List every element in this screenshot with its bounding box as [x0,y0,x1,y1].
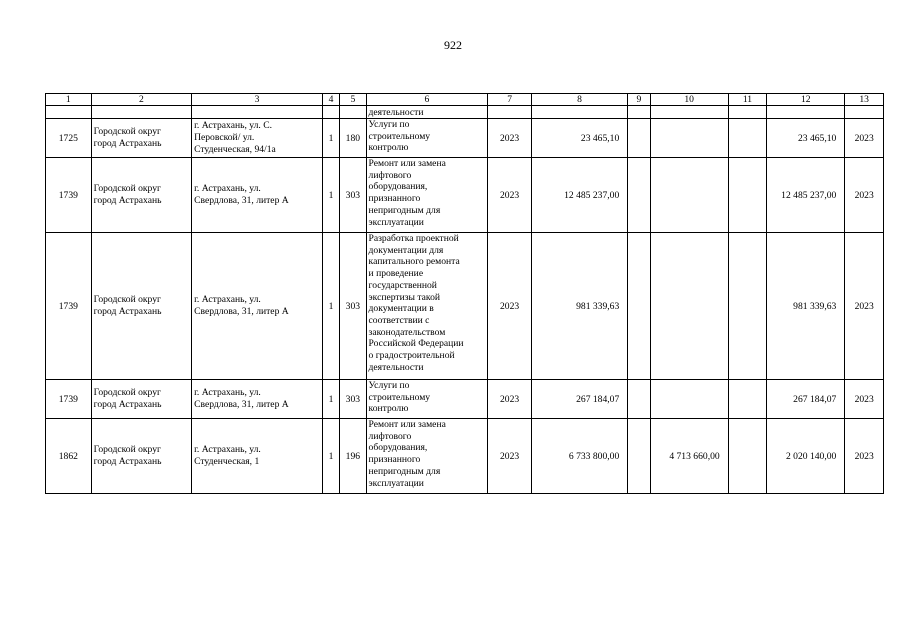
column-12-value: 267 184,07 [767,380,845,419]
work-type-line: деятельности [368,361,424,373]
building-address-line: г. Астрахань, ул. [194,294,261,306]
column-number: 12 [767,94,845,106]
column-9-value [628,380,650,419]
column-13-value: 2023 [845,158,884,233]
building-address-line: Свердлова, 31, литер А [194,306,289,317]
column-4-value: 1 [322,233,339,380]
register-number: 1739 [46,380,92,419]
page-number: 922 [444,38,462,52]
work-year: 2023 [488,233,532,380]
work-type-continuation: деятельности [366,106,488,119]
table-row [46,119,884,158]
column-4-value: 1 [322,158,339,233]
work-type-line: Ремонт или замена [368,158,446,169]
work-type-line: законодательством [368,326,446,338]
work-type-line: эксплуатации [368,477,424,489]
work-type-line: контролю [368,142,409,154]
municipality-name-line: Городской округ [93,387,161,399]
work-type-line: лифтового [368,169,412,181]
column-12-value: 2 020 140,00 [767,419,845,494]
building-address [192,233,323,380]
register-number: 1862 [46,419,92,494]
column-4-value: 1 [322,419,339,494]
column-10-value: 4 713 660,00 [650,419,728,494]
building-address [192,119,323,158]
column-4-value: 1 [322,119,339,158]
municipality-name [91,119,191,158]
municipality-name-line: город Астрахань [93,138,162,149]
work-type-line: строительному [368,130,431,142]
column-number: 5 [340,94,366,106]
work-type [366,233,488,380]
column-9-value [628,233,650,380]
table-row [46,233,884,380]
column-5-value: 303 [340,158,366,233]
register-number: 1725 [46,119,92,158]
column-13-value: 2023 [845,119,884,158]
column-13-value: 2023 [845,419,884,494]
work-type-line: оборудования, [368,181,428,193]
municipality-name [91,233,191,380]
column-number: 13 [845,94,884,106]
building-address-line: Свердлова, 31, литер А [194,195,289,206]
building-address [192,380,323,419]
work-type [366,158,488,233]
building-address-line: Студенческая, 1 [194,456,260,467]
total-cost: 981 339,63 [531,233,627,380]
column-5-value: 196 [340,419,366,494]
work-type-line: непригодным для [368,204,441,216]
continuation-row [46,106,884,119]
column-10-value [650,233,728,380]
work-type-line: о градостроительной [368,350,455,362]
column-12-value: 981 339,63 [767,233,845,380]
column-number: 1 [46,94,92,106]
municipality-name-line: Городской округ [93,126,161,138]
register-number: 1739 [46,233,92,380]
column-5-value: 303 [340,233,366,380]
municipality-name-line: город Астрахань [93,306,162,317]
column-number: 7 [488,94,532,106]
municipality-name [91,380,191,419]
column-9-value [628,419,650,494]
work-type-line: признанного [368,193,421,205]
capital-repair-table [45,93,884,494]
municipality-name-line: город Астрахань [93,195,162,206]
column-10-value [650,158,728,233]
work-type-line: и проведение [368,268,424,280]
column-number: 9 [628,94,650,106]
building-address [192,158,323,233]
work-year: 2023 [488,380,532,419]
column-13-value: 2023 [845,233,884,380]
building-address-line: г. Астрахань, ул. [194,387,261,399]
work-type-line: капитального ремонта [368,256,460,268]
work-type-line: экспертизы такой [368,291,441,303]
column-4-value: 1 [322,380,339,419]
building-address [192,419,323,494]
work-type-line: строительному [368,391,431,403]
work-type-line: лифтового [368,430,412,442]
work-type [366,119,488,158]
work-year: 2023 [488,119,532,158]
total-cost: 6 733 800,00 [531,419,627,494]
municipality-name-line: город Астрахань [93,399,162,410]
column-number: 11 [728,94,767,106]
table-row [46,158,884,233]
column-11-value [728,380,767,419]
column-10-value [650,119,728,158]
column-11-value [728,419,767,494]
column-9-value [628,119,650,158]
column-9-value [628,158,650,233]
work-type-line: эксплуатации [368,216,424,228]
work-type-line: Разработка проектной [368,233,459,244]
building-address-line: г. Астрахань, ул. [194,444,261,456]
column-number: 8 [531,94,627,106]
building-address-line: Перовской/ ул. [194,132,255,144]
work-type [366,419,488,494]
column-12-value: 23 465,10 [767,119,845,158]
column-number: 3 [192,94,323,106]
municipality-name-line: Городской округ [93,294,161,306]
work-type-line: государственной [368,279,437,291]
column-number: 6 [366,94,488,106]
work-type [366,380,488,419]
work-type-line: Услуги по [368,119,410,130]
work-type-line: документации для [368,244,444,256]
work-type-line: непригодным для [368,465,441,477]
column-number-row [46,94,884,106]
table-row [46,419,884,494]
municipality-name [91,419,191,494]
column-11-value [728,119,767,158]
work-type-line: соответствии с [368,314,430,326]
column-number: 2 [91,94,191,106]
work-type-line: Российской Федерации [368,338,464,350]
municipality-name-line: Городской округ [93,183,161,195]
register-number: 1739 [46,158,92,233]
work-type-line: документации в [368,303,434,315]
building-address-line: г. Астрахань, ул. [194,183,261,195]
table-row [46,380,884,419]
column-number: 4 [322,94,339,106]
work-type-line: Услуги по [368,380,410,391]
work-type-line: признанного [368,454,421,466]
column-12-value: 12 485 237,00 [767,158,845,233]
column-number: 10 [650,94,728,106]
building-address-line: г. Астрахань, ул. С. [194,120,273,132]
building-address-line: Свердлова, 31, литер А [194,399,289,410]
column-5-value: 303 [340,380,366,419]
column-11-value [728,233,767,380]
municipality-name [91,158,191,233]
municipality-name-line: город Астрахань [93,456,162,467]
table-body [46,119,884,494]
total-cost: 23 465,10 [531,119,627,158]
column-5-value: 180 [340,119,366,158]
column-11-value [728,158,767,233]
total-cost: 267 184,07 [531,380,627,419]
column-10-value [650,380,728,419]
municipality-name-line: Городской округ [93,444,161,456]
work-year: 2023 [488,419,532,494]
total-cost: 12 485 237,00 [531,158,627,233]
work-type-line: Ремонт или замена [368,419,446,430]
work-type-line: контролю [368,403,409,415]
work-type-line: оборудования, [368,442,428,454]
work-year: 2023 [488,158,532,233]
column-13-value: 2023 [845,380,884,419]
building-address-line: Студенческая, 94/1а [194,143,276,155]
